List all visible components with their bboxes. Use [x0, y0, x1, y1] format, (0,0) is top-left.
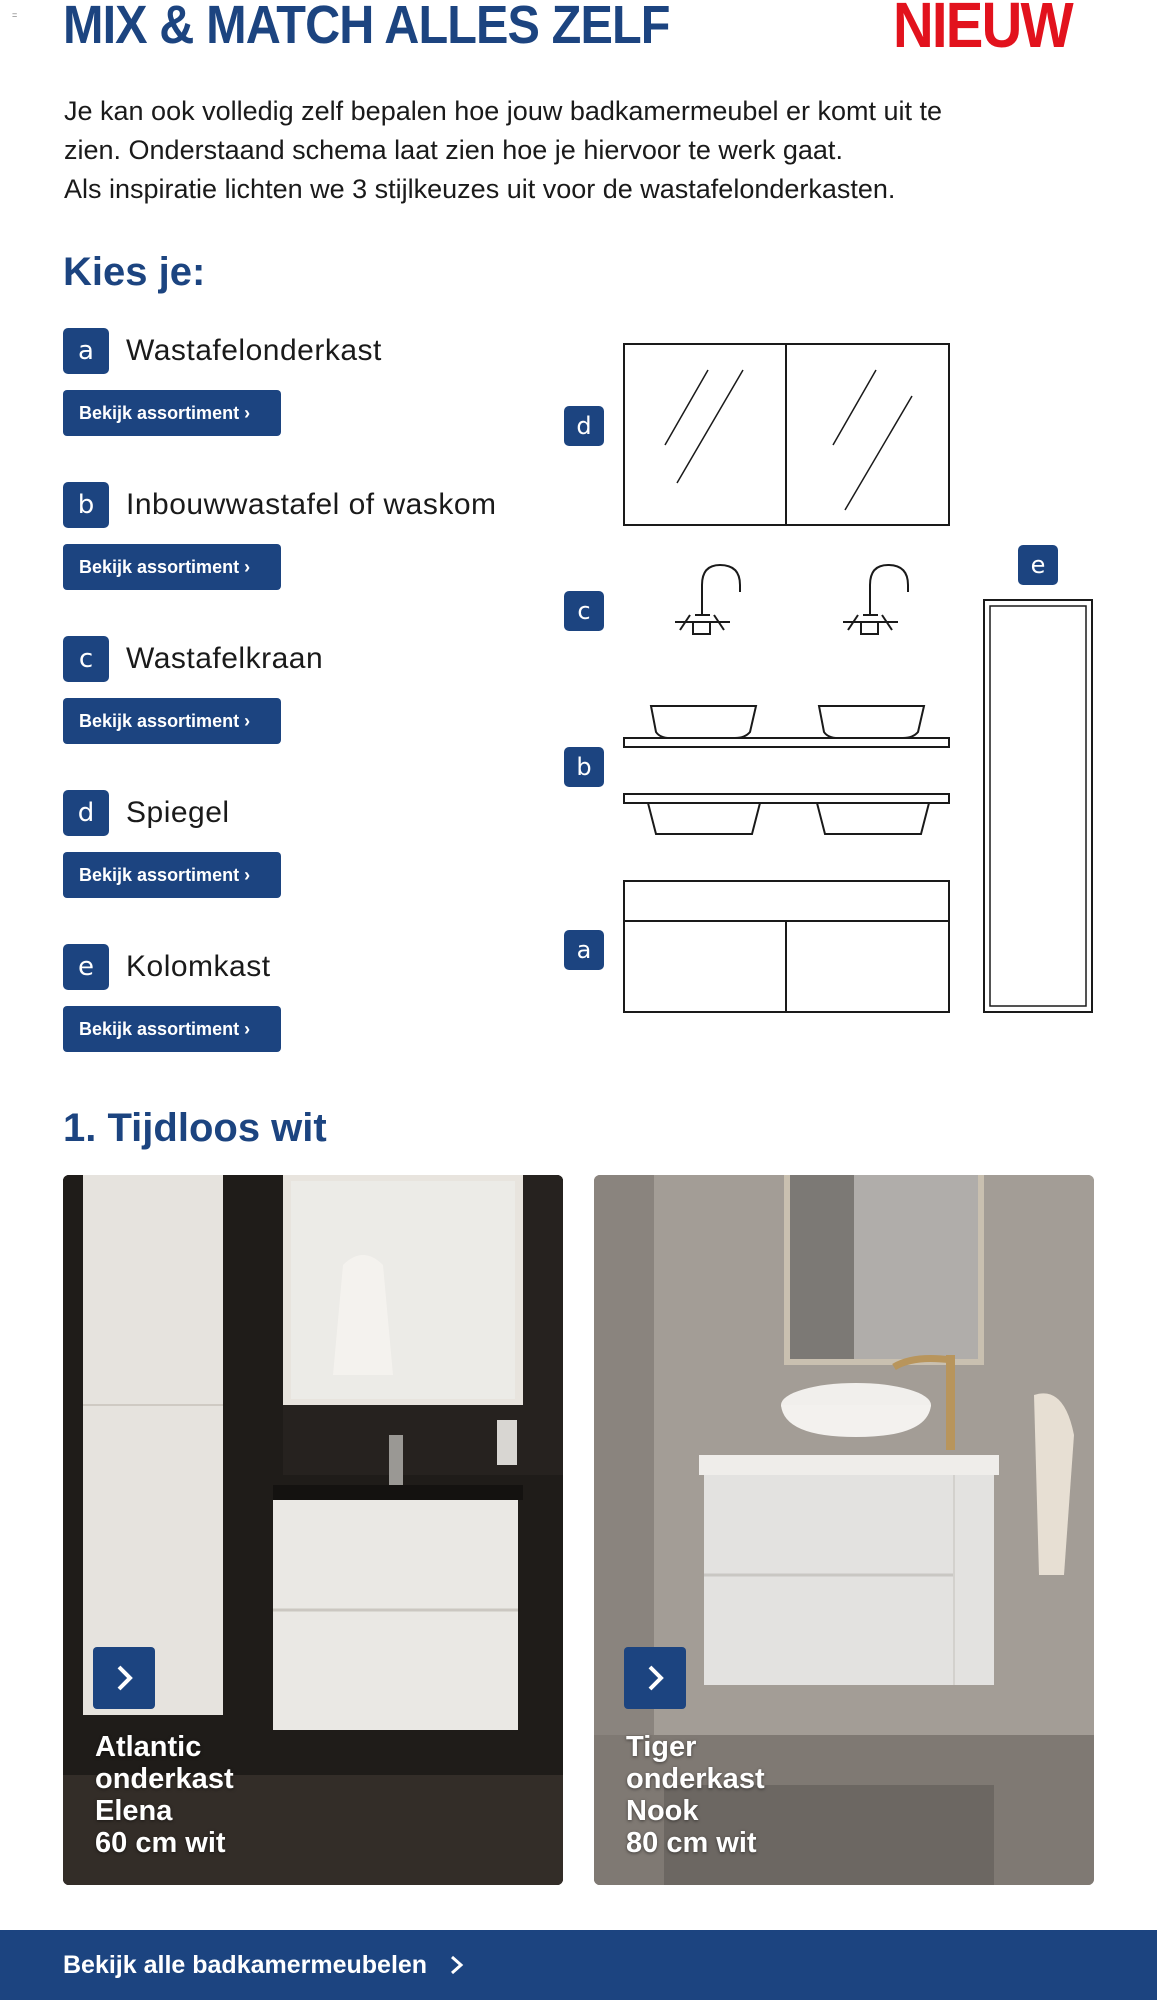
- diagram-label-e: e: [1018, 545, 1058, 585]
- chevron-right-icon: [640, 1663, 670, 1693]
- intro-line-2: zien. Onderstaand schema laat zien hoe je hiervoor te werk gaat.: [64, 135, 843, 165]
- diagram-label-d: d: [564, 406, 604, 446]
- view-all-furniture-button[interactable]: [0, 1930, 1157, 2000]
- page-title: MIX & MATCH ALLES ZELF: [63, 0, 670, 55]
- letter-badge-d: d: [63, 790, 109, 836]
- card-arrow-button-tiger[interactable]: [624, 1647, 686, 1709]
- faucet-illustration-left: [675, 565, 740, 634]
- intro-text: [64, 92, 1104, 209]
- item-label-e: Kolomkast: [126, 950, 271, 983]
- item-label-b: Inbouwwastafel of waskom: [126, 488, 497, 521]
- mirror-illustration: [624, 344, 949, 525]
- chevron-right-icon: [109, 1663, 139, 1693]
- card-caption-tiger: Tiger onderkast Nook 80 cm wit: [626, 1731, 765, 1859]
- item-label-d: Spiegel: [126, 796, 230, 829]
- view-assortment-button-d[interactable]: Bekijk assortiment ›: [63, 852, 281, 898]
- intro-line-3: Als inspiratie lichten we 3 stijlkeuzes uit voor de wastafelonderkasten.: [64, 174, 896, 204]
- product-card-atlantic[interactable]: [63, 1175, 563, 1885]
- card-arrow-button-atlantic[interactable]: [93, 1647, 155, 1709]
- basin-illustration: [624, 706, 949, 834]
- diagram-label-c: c: [564, 591, 604, 631]
- diagram-label-a: a: [564, 930, 604, 970]
- faucet-illustration-right: [843, 565, 908, 634]
- view-assortment-button-a[interactable]: Bekijk assortiment ›: [63, 390, 281, 436]
- letter-badge-c: c: [63, 636, 109, 682]
- new-badge: NIEUW: [893, 0, 1072, 61]
- choose-heading: Kies je:: [63, 250, 206, 294]
- product-card-tiger[interactable]: [594, 1175, 1094, 1885]
- item-label-a: Wastafelonderkast: [126, 334, 382, 367]
- bathroom-furniture-diagram: [540, 320, 1110, 1020]
- section-heading: 1. Tijdloos wit: [63, 1106, 327, 1150]
- diagram-label-b: b: [564, 747, 604, 787]
- chevron-right-icon: [445, 1952, 469, 1978]
- view-assortment-button-e[interactable]: Bekijk assortiment ›: [63, 1006, 281, 1052]
- view-assortment-button-b[interactable]: Bekijk assortiment ›: [63, 544, 281, 590]
- letter-badge-a: a: [63, 328, 109, 374]
- item-label-c: Wastafelkraan: [126, 642, 324, 675]
- intro-line-1: Je kan ook volledig zelf bepalen hoe jouw badkamermeubel er komt uit te: [64, 96, 943, 126]
- card-caption-atlantic: Atlantic onderkast Elena 60 cm wit: [95, 1731, 234, 1859]
- letter-badge-b: b: [63, 482, 109, 528]
- column-cabinet-illustration: [984, 600, 1092, 1012]
- view-assortment-button-c[interactable]: Bekijk assortiment ›: [63, 698, 281, 744]
- vanity-cabinet-illustration: [624, 881, 949, 1012]
- footer-label: Bekijk alle badkamermeubelen: [63, 1950, 428, 1979]
- letter-badge-e: e: [63, 944, 109, 990]
- page-marker: =: [12, 10, 18, 20]
